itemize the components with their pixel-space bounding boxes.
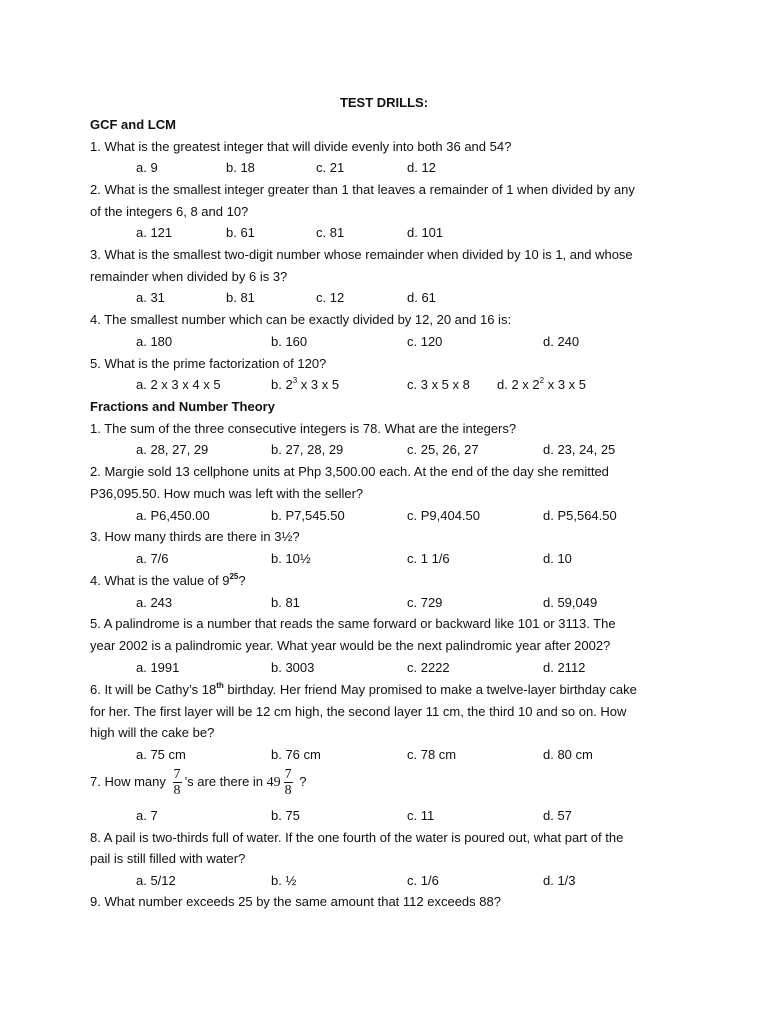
question-text-start: 7. How many (90, 773, 166, 789)
question-mark: ? (299, 773, 307, 789)
question-text: 1. What is the greatest integer that will divide evenly into both 36 and 54? (90, 139, 512, 154)
denominator: 8 (173, 783, 181, 798)
option-c: c. 1/6 (407, 873, 439, 888)
option-c: c. 120 (407, 334, 443, 349)
question-text (90, 767, 307, 798)
question-text (90, 682, 637, 698)
answer-options (0, 595, 768, 611)
exponent: 25 (229, 571, 239, 581)
question-text-rest: birthday. Her friend May promised to make a twelve-layer birthday cake (223, 682, 637, 697)
option-b (271, 377, 339, 393)
answer-options (0, 334, 768, 350)
answer-options (0, 551, 768, 567)
question-text-base: 4. What is the value of 9 (90, 573, 230, 588)
fraction (173, 767, 182, 798)
option-a: a. 75 cm (136, 747, 186, 762)
question-text: 4. The smallest number which can be exactly divided by 12, 20 and 16 is: (90, 312, 512, 327)
option-a: a. 180 (136, 334, 173, 349)
answer-options (0, 377, 768, 393)
option-d: d. 1/3 (543, 873, 576, 888)
option-b: b. P7,545.50 (271, 508, 345, 523)
answer-options (0, 290, 768, 306)
question-text-start: 6. It will be Cathy’s 18 (90, 682, 217, 697)
question-text: 8. A pail is two-thirds full of water. If the one fourth of the water is poured out, what part of the (90, 830, 624, 845)
option-d: d. 12 (407, 160, 436, 175)
answer-options (0, 225, 768, 241)
answer-options (0, 808, 768, 824)
exponent: 3 (292, 375, 298, 385)
option-b-rest: x 3 x 5 (297, 377, 340, 392)
option-b: b. 10½ (271, 551, 311, 566)
option-d: d. 240 (543, 334, 580, 349)
numerator: 7 (173, 767, 181, 782)
ordinal-suffix: th (216, 680, 224, 690)
question-text: 3. What is the smallest two-digit number whose remainder when divided by 10 is 1, and whose (90, 247, 633, 262)
option-c: c. 21 (316, 160, 345, 175)
option-d: d. P5,564.50 (543, 508, 617, 523)
question-text: 5. What is the prime factorization of 120? (90, 356, 327, 371)
numerator: 7 (284, 767, 292, 782)
option-d: d. 61 (407, 290, 436, 305)
option-d: d. 59,049 (543, 595, 598, 610)
answer-options (0, 873, 768, 889)
option-b: b. 75 (271, 808, 300, 823)
question-text: year 2002 is a palindromic year. What year would be the next palindromic year after 2002? (90, 638, 611, 653)
option-b: b. ½ (271, 873, 297, 888)
option-a: a. 1991 (136, 660, 180, 675)
question-text: high will the cake be? (90, 725, 215, 740)
option-b: b. 61 (226, 225, 255, 240)
option-d: d. 80 cm (543, 747, 593, 762)
section-heading-fractions: Fractions and Number Theory (90, 399, 275, 414)
option-a: a. 5/12 (136, 873, 176, 888)
option-b: b. 81 (271, 595, 300, 610)
option-d-rest: x 3 x 5 (544, 377, 587, 392)
page-title: TEST DRILLS: (339, 95, 429, 110)
option-b: b. 27, 28, 29 (271, 442, 344, 457)
fraction (284, 767, 293, 798)
option-b: b. 160 (271, 334, 308, 349)
question-text: P36,095.50. How much was left with the seller? (90, 486, 364, 501)
option-d: d. 57 (543, 808, 572, 823)
option-a: a. 28, 27, 29 (136, 442, 209, 457)
option-a: a. 2 x 3 x 4 x 5 (136, 377, 221, 392)
answer-options (0, 660, 768, 676)
question-text (90, 573, 246, 589)
option-d: d. 2112 (543, 660, 586, 675)
option-b: b. 76 cm (271, 747, 321, 762)
denominator: 8 (284, 783, 292, 798)
option-a: a. P6,450.00 (136, 508, 210, 523)
question-mark: ? (238, 573, 246, 588)
question-text: 9. What number exceeds 25 by the same amount that 112 exceeds 88? (90, 894, 501, 909)
option-c: c. 3 x 5 x 8 (407, 377, 470, 392)
option-c: c. 25, 26, 27 (407, 442, 479, 457)
option-a: a. 9 (136, 160, 158, 175)
option-b: b. 81 (226, 290, 255, 305)
option-a: a. 31 (136, 290, 165, 305)
question-text: of the integers 6, 8 and 10? (90, 204, 249, 219)
option-d (497, 377, 586, 393)
option-c: c. 2222 (407, 660, 450, 675)
option-c: c. 12 (316, 290, 345, 305)
option-a: a. 7 (136, 808, 158, 823)
option-b: b. 18 (226, 160, 255, 175)
answer-options (0, 508, 768, 524)
option-d: d. 10 (543, 551, 572, 566)
option-b: b. 3003 (271, 660, 315, 675)
section-heading-gcf-lcm: GCF and LCM (90, 117, 176, 132)
mixed-number-whole: 49 (266, 774, 281, 790)
question-text: pail is still filled with water? (90, 851, 246, 866)
option-d: d. 23, 24, 25 (543, 442, 616, 457)
option-c: c. 11 (407, 808, 435, 823)
answer-options (0, 160, 768, 176)
option-c: c. P9,404.50 (407, 508, 480, 523)
question-text: 3. How many thirds are there in 3½? (90, 529, 300, 544)
question-text: 1. The sum of the three consecutive integers is 78. What are the integers? (90, 421, 517, 436)
option-a: a. 7/6 (136, 551, 169, 566)
exponent: 2 (539, 375, 545, 385)
option-c: c. 78 cm (407, 747, 457, 762)
option-a: a. 243 (136, 595, 173, 610)
option-c: c. 81 (316, 225, 345, 240)
option-b-base: b. 2 (271, 377, 293, 392)
question-text: 5. A palindrome is a number that reads the same forward or backward like 101 or 3113. The (90, 616, 616, 631)
answer-options (0, 442, 768, 458)
option-d-base: d. 2 x 2 (497, 377, 540, 392)
question-text: 2. Margie sold 13 cellphone units at Php 3,500.00 each. At the end of the day she remitted (90, 464, 609, 479)
option-a: a. 121 (136, 225, 173, 240)
option-c: c. 729 (407, 595, 443, 610)
question-text: remainder when divided by 6 is 3? (90, 269, 288, 284)
option-c: c. 1 1/6 (407, 551, 450, 566)
question-text-mid: ’s are there in (184, 773, 264, 789)
answer-options (0, 747, 768, 763)
question-text: for her. The first layer will be 12 cm high, the second layer 11 cm, the third 10 and so on. How (90, 704, 627, 719)
option-d: d. 101 (407, 225, 444, 240)
question-text: 2. What is the smallest integer greater than 1 that leaves a remainder of 1 when divided by any (90, 182, 635, 197)
